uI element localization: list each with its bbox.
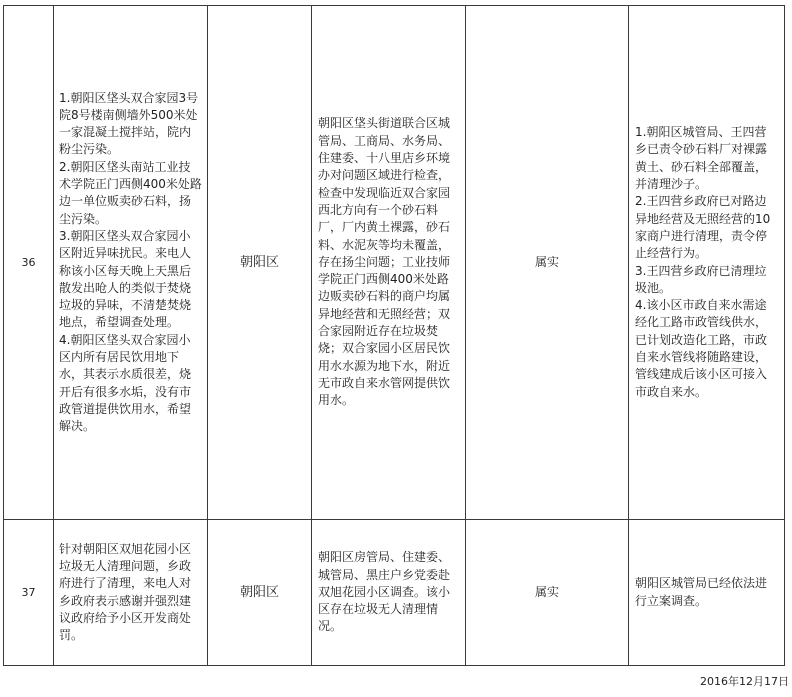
investigation-cell: 朝阳区垡头街道联合区城管局、工商局、水务局、住建委、十八里店乡环境办对问题区域进行检查，检查中发现临近双合家园西北方向有一个砂石料厂，厂内黄土裸露，砂石料、水泥灰等均未覆盖，存在扬尘问题；工业技师学院正门西侧400米处路边贩卖砂石料的商户均属异地经营和无照经营；双合家园附近存在垃圾焚烧；双合家园小区居民饮用水水源为地下水，附近无市政自来水管网提供饮用水。 [312, 6, 466, 520]
complaint-item: 针对朝阳区双旭花园小区垃圾无人清理问题，乡政府进行了清理，来电人对乡政府表示感谢并强烈建议政府给予小区开发商处罚。 [59, 541, 192, 643]
table-row [4, 6, 785, 520]
handling-cell [629, 6, 785, 520]
complaint-item: 1.朝阳区垡头双合家园3号院8号楼南侧墙外500米处一家混凝土搅拌站，院内粉尘污染。 [59, 90, 199, 157]
district-cell: 朝阳区 [208, 6, 312, 520]
handling-item: 朝阳区城管局已经依法进行立案调查。 [635, 576, 768, 608]
complaint-item: 3.朝阳区垡头双合家园小区附近异味扰民。来电人称该小区每天晚上天黑后散发出呛人的类似于焚烧垃圾的异味，不清楚焚烧地点，希望调查处理。 [59, 228, 192, 330]
handling-item: 1.朝阳区城管局、王四营乡已责令砂石料厂对裸露黄土、砂石料全部覆盖，并清理沙子。 [635, 125, 768, 192]
table-row [4, 520, 785, 666]
handling-item: 4.该小区市政自来水需途经化工路市政管线供水，已计划改造化工路，市政自来水管线将随路建设，管线建成后该小区可接入市政自来水。 [635, 298, 768, 399]
handling-item: 2.王四营乡政府已对路边异地经营及无照经营的10家商户进行清理，责令停止经营行为。 [635, 194, 771, 261]
complaint-description [54, 6, 208, 520]
district-cell: 朝阳区 [208, 520, 312, 666]
handling-item: 3.王四营乡政府已清理垃圾池。 [635, 263, 767, 295]
handling-cell [629, 520, 785, 666]
footer-date: 2016年12月17日 [700, 675, 789, 688]
result-cell: 属实 [466, 520, 629, 666]
investigation-cell: 朝阳区房管局、住建委、城管局、黑庄户乡党委赴双旭花园小区调查。该小区存在垃圾无人清理情况。 [312, 520, 466, 666]
complaint-item: 2.朝阳区垡头南站工业技术学院正门西侧400米处路边一单位贩卖砂石料，扬尘污染。 [59, 159, 202, 226]
row-number: 37 [4, 520, 54, 666]
complaint-description [54, 520, 208, 666]
row-number: 36 [4, 6, 54, 520]
complaint-table [3, 5, 785, 666]
complaint-item: 4.朝阳区垡头双合家园小区内所有居民饮用地下水，其表示水质很差，烧开后有很多水垢，没有市政管道提供饮用水，希望解决。 [59, 332, 192, 434]
result-cell: 属实 [466, 6, 629, 520]
